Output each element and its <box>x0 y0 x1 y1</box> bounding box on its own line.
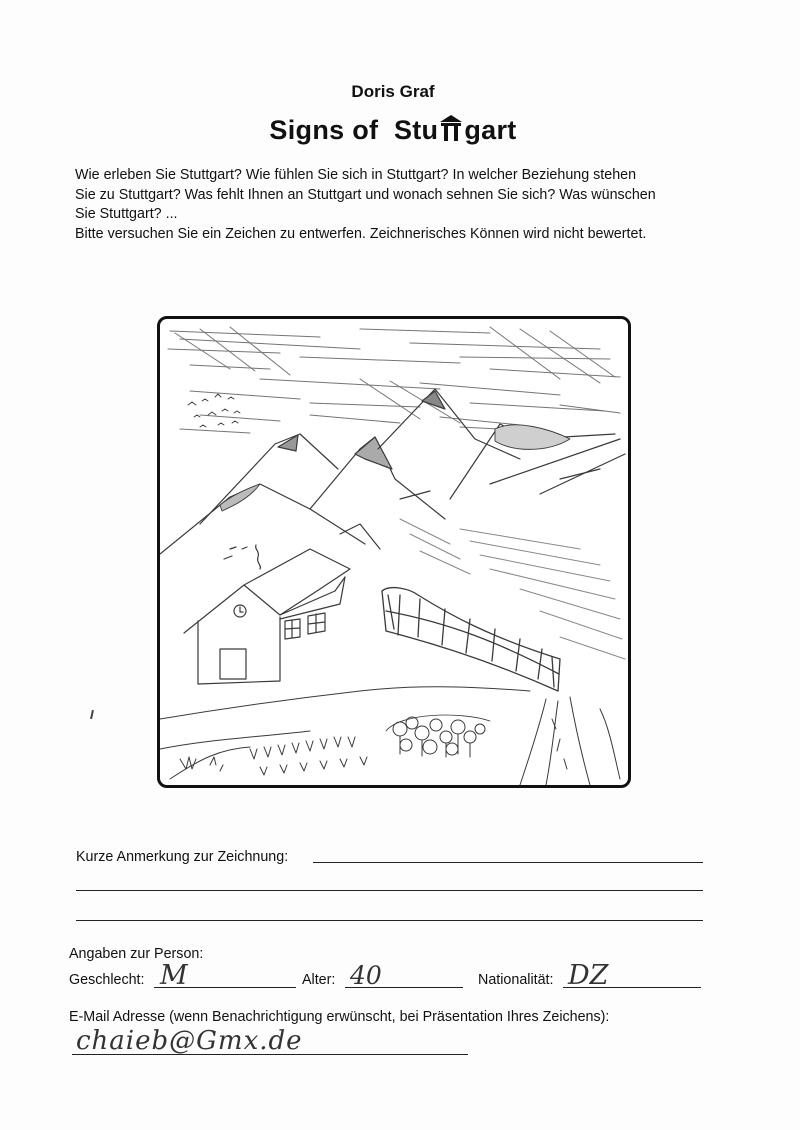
pencil-sketch <box>160 319 628 785</box>
title-prefix: Signs of <box>269 115 379 145</box>
email-value: chaieb@Gmx.de <box>76 1026 303 1056</box>
gender-label: Geschlecht: <box>69 972 145 988</box>
intro-line: Wie erleben Sie Stuttgart? Wie fühlen Sie sich in Stuttgart? In welcher Beziehung stehen <box>75 167 637 183</box>
flowers <box>386 715 490 757</box>
author-name: Doris Graf <box>351 82 435 101</box>
age-label: Alter: <box>302 972 336 988</box>
intro-line: Bitte versuchen Sie ein Zeichen zu entwerfen. Zeichnerisches Können wird nicht bewertet. <box>75 225 647 242</box>
page-title <box>0 114 786 146</box>
age-value: 40 <box>350 961 382 990</box>
title-word-start: Stu <box>393 115 439 145</box>
stream <box>520 697 590 785</box>
nationality-value: DZ <box>568 960 609 991</box>
bridge <box>382 588 560 691</box>
ground <box>160 687 620 779</box>
pencil-mark <box>90 710 94 719</box>
mountains <box>160 389 625 554</box>
intro-line: Sie zu Stuttgart? Was fehlt Ihnen an Stuttgart und wonach sehnen Sie sich? Was wünschen <box>75 186 656 203</box>
nationality-label: Nationalität: <box>478 972 554 988</box>
title-word-end: gart <box>464 115 517 145</box>
intro-text <box>75 166 725 244</box>
birds <box>188 394 240 427</box>
comment-line[interactable] <box>313 862 703 863</box>
tt-logo-mark <box>438 114 464 140</box>
intro-line: Sie Stuttgart? ... <box>75 206 178 222</box>
comment-line[interactable] <box>76 890 703 891</box>
drawing-frame <box>157 316 631 788</box>
sky-hatching <box>168 327 620 433</box>
gender-value: M <box>160 960 188 991</box>
grass <box>250 737 367 775</box>
comment-label: Kurze Anmerkung zur Zeichnung: <box>76 849 289 865</box>
house <box>184 545 350 684</box>
comment-line[interactable] <box>76 920 703 921</box>
email-label: E-Mail Adresse (wenn Benachrichtigung erwünscht, bei Präsentation Ihres Zeichens): <box>69 1009 610 1025</box>
valley-hatching <box>400 519 625 659</box>
person-label: Angaben zur Person: <box>69 946 204 962</box>
